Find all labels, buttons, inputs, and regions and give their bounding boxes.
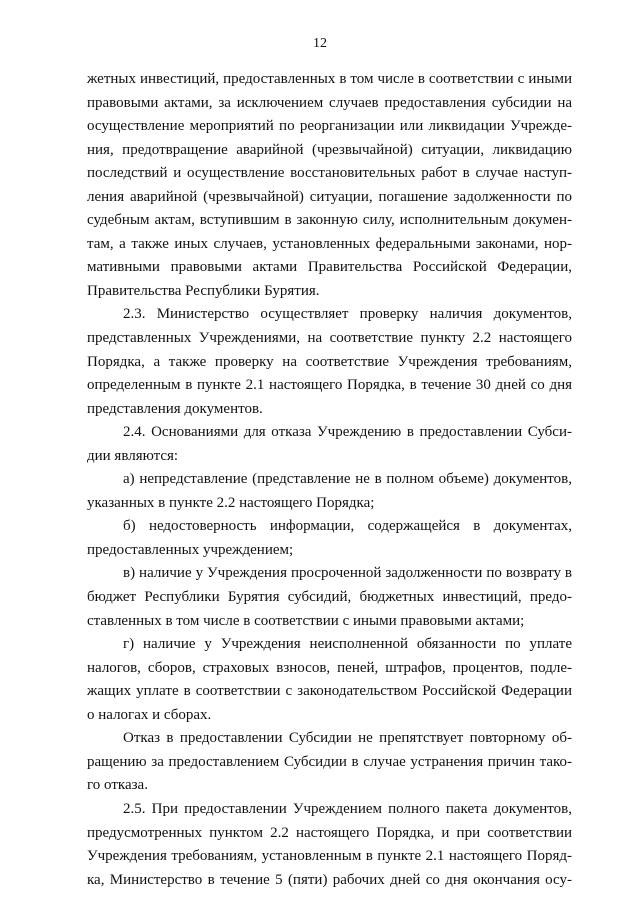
text-line: определенным в пункте 2.1 настоящего Порядка, в течение 30 дней со дня [87,377,572,394]
text-line: указанных в пункте 2.2 настоящего Порядка; [87,494,375,511]
text-line: Правительства Республики Бурятия. [87,282,320,299]
text-line: осуществление мероприятий по реорганизации или ликвидации Учрежде- [87,118,572,135]
text-line: ращению за предоставлением Субсидии в случае устранения причин тако- [87,753,572,770]
text-line: ния, предотвращение аварийной (чрезвычайной) ситуации, ликвидацию [87,141,572,158]
text-line: там, а также иных случаев, установленных федеральными законами, нор- [87,235,572,252]
text-line: в) наличие у Учреждения просроченной задолженности по возврату в [123,565,572,582]
text-line: предоставленных учреждением; [87,541,294,558]
text-line: представленных Учреждениями, на соответствие пункту 2.2 настоящего [87,330,572,347]
text-line: 2.5. При предоставлении Учреждением полного пакета документов, [123,800,572,817]
text-line: Отказ в предоставлении Субсидии не препятствует повторному об- [123,730,572,747]
text-line: жащих уплате в соответствии с законодательством Российской Федерации [87,683,572,700]
document-body [87,68,572,892]
text-line: бюджет Республики Бурятия субсидий, бюджетных инвестиций, предо- [87,589,572,606]
text-line: судебным актам, вступившим в законную силу, исполнительным докумен- [87,212,572,229]
text-line: мативными правовыми актами Правительства Российской Федерации, [87,259,572,276]
text-line: 2.4. Основаниями для отказа Учреждению в предоставлении Субси- [123,424,572,441]
page-number: 12 [313,36,327,51]
text-line: 2.3. Министерство осуществляет проверку наличия документов, [123,306,572,323]
text-line: г) наличие у Учреждения неисполненной обязанности по уплате [123,636,572,653]
text-line: о налогах и сборах. [87,706,212,723]
text-line: ка, Министерство в течение 5 (пяти) рабочих дней со дня окончания осу- [87,871,572,888]
text-line: ления аварийной (чрезвычайной) ситуации, погашение задолженности по [87,188,572,205]
text-line: б) недостоверность информации, содержащейся в документах, [123,518,572,535]
text-line: представления документов. [87,400,263,417]
text-line: ставленных в том числе в соответствии с иными правовыми актами; [87,612,525,629]
text-line: Учреждения требованиям, установленным в пункте 2.1 настоящего Поряд- [87,848,572,865]
text-line: налогов, сборов, страховых взносов, пеней, штрафов, процентов, подле- [87,659,572,676]
text-line: а) непредставление (представление не в полном объеме) документов, [123,471,572,488]
text-line: го отказа. [87,777,148,794]
text-line: дии являются: [87,447,179,464]
text-line: Порядка, а также проверку на соответствие Учреждения требованиям, [87,353,572,370]
text-line: предусмотренных пунктом 2.2 настоящего Порядка, и при соответствии [87,824,572,841]
text-line: правовыми актами, за исключением случаев предоставления субсидии на [87,94,572,111]
text-line: последствий и осуществление восстановительных работ в случае наступ- [87,165,572,182]
text-line: жетных инвестиций, предоставленных в том числе в соответствии с иными [87,71,572,87]
